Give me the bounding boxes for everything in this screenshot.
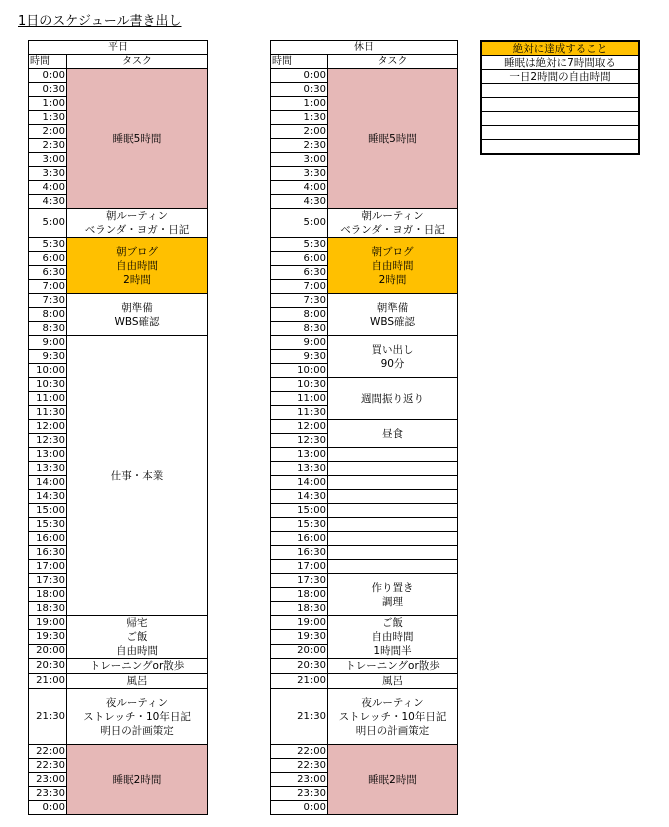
schedule-row	[271, 490, 458, 504]
task-cell	[328, 420, 458, 448]
time-cell: 6:00	[29, 252, 67, 266]
time-cell: 11:30	[271, 406, 328, 420]
task-line: 睡眠5時間	[112, 132, 162, 145]
schedule-row	[271, 504, 458, 518]
weekday-label-row	[29, 41, 208, 55]
schedule-row	[271, 546, 458, 560]
time-cell: 4:30	[29, 195, 67, 209]
time-cell: 19:30	[29, 630, 67, 644]
time-cell: 2:30	[29, 139, 67, 153]
task-cell	[67, 336, 208, 616]
time-cell: 6:30	[29, 266, 67, 280]
time-cell: 1:30	[29, 111, 67, 125]
task-cell	[328, 745, 458, 815]
task-line: 風呂	[126, 675, 148, 687]
task-line: ベランダ・ヨガ・日記	[340, 224, 445, 236]
schedule-row	[29, 209, 208, 238]
time-cell: 21:00	[29, 674, 67, 689]
time-cell: 9:30	[29, 350, 67, 364]
goal-item: 睡眠は絶対に7時間取る	[481, 56, 639, 70]
time-cell: 12:30	[29, 434, 67, 448]
time-cell: 4:30	[271, 195, 328, 209]
time-cell: 14:00	[29, 476, 67, 490]
schedule-row	[29, 674, 208, 689]
time-cell: 13:00	[271, 448, 328, 462]
task-line: WBS確認	[369, 315, 416, 328]
time-cell: 7:00	[29, 280, 67, 294]
weekday-header-row	[29, 55, 208, 69]
task-line: 昼食	[382, 427, 403, 440]
task-line: 2時間	[123, 273, 151, 286]
task-line: 朝ブログ	[116, 245, 158, 258]
task-column-header: タスク	[328, 55, 458, 69]
time-cell: 18:00	[271, 588, 328, 602]
time-cell: 20:30	[29, 659, 67, 674]
task-line: 睡眠2時間	[112, 773, 162, 786]
page-title: 1日のスケジュール書き出し	[18, 14, 182, 29]
task-cell	[328, 490, 458, 504]
time-cell: 5:30	[29, 238, 67, 252]
time-cell: 21:30	[29, 689, 67, 745]
time-cell: 19:00	[29, 616, 67, 630]
time-cell: 2:30	[271, 139, 328, 153]
task-cell	[328, 448, 458, 462]
time-cell: 3:30	[29, 167, 67, 181]
time-cell: 10:30	[271, 378, 328, 392]
task-cell	[328, 336, 458, 378]
schedule-row	[29, 238, 208, 252]
time-cell: 17:30	[29, 574, 67, 588]
task-cell	[328, 209, 458, 238]
holiday-schedule-table	[270, 40, 458, 815]
task-cell	[328, 546, 458, 560]
task-cell	[328, 462, 458, 476]
time-cell: 8:30	[271, 322, 328, 336]
goals-header: 絶対に達成すること	[481, 41, 639, 56]
weekday-schedule-body	[29, 41, 208, 815]
time-cell: 23:00	[271, 773, 328, 787]
task-cell	[328, 518, 458, 532]
time-cell: 14:30	[29, 490, 67, 504]
goals-table	[480, 40, 640, 155]
time-cell: 0:00	[271, 69, 328, 83]
schedule-row	[271, 689, 458, 745]
schedule-row	[271, 574, 458, 588]
task-cell	[328, 294, 458, 336]
time-cell: 19:30	[271, 630, 328, 644]
task-cell	[328, 616, 458, 659]
task-line: 自由時間	[116, 259, 158, 272]
schedule-row	[271, 476, 458, 490]
task-cell	[328, 560, 458, 574]
time-cell: 0:00	[29, 801, 67, 815]
schedule-row	[271, 69, 458, 83]
time-cell: 4:00	[29, 181, 67, 195]
time-cell: 8:00	[29, 308, 67, 322]
goal-item	[481, 126, 639, 140]
time-cell: 16:00	[271, 532, 328, 546]
task-cell	[67, 745, 208, 815]
task-line: 帰宅	[126, 617, 148, 629]
schedule-row	[271, 616, 458, 630]
time-cell: 15:00	[271, 504, 328, 518]
time-cell: 12:00	[29, 420, 67, 434]
task-line: 明日の計画策定	[100, 724, 174, 737]
time-cell: 11:30	[29, 406, 67, 420]
goal-row	[481, 126, 639, 140]
time-cell: 23:30	[29, 787, 67, 801]
schedule-row	[271, 659, 458, 674]
time-cell: 13:30	[29, 462, 67, 476]
schedule-row	[271, 518, 458, 532]
time-cell: 3:00	[271, 153, 328, 167]
task-cell	[328, 674, 458, 689]
task-line: 睡眠2時間	[368, 773, 417, 786]
time-cell: 10:00	[29, 364, 67, 378]
time-cell: 12:00	[271, 420, 328, 434]
task-line: 仕事・本業	[110, 469, 164, 482]
schedule-row	[29, 689, 208, 745]
task-line: 作り置き	[371, 581, 414, 594]
time-cell: 16:30	[271, 546, 328, 560]
task-cell	[328, 659, 458, 674]
time-cell: 22:30	[29, 759, 67, 773]
task-line: ストレッチ・10年日記	[83, 710, 191, 723]
time-cell: 13:00	[29, 448, 67, 462]
time-cell: 2:00	[271, 125, 328, 139]
schedule-row	[271, 336, 458, 350]
task-cell	[328, 504, 458, 518]
task-line: 2時間	[378, 273, 407, 286]
time-cell: 5:00	[271, 209, 328, 238]
time-cell: 7:30	[29, 294, 67, 308]
time-cell: 4:00	[271, 181, 328, 195]
goal-item	[481, 140, 639, 155]
task-cell	[328, 476, 458, 490]
time-cell: 6:00	[271, 252, 328, 266]
schedule-row	[271, 420, 458, 434]
time-cell: 20:00	[271, 644, 328, 658]
time-cell: 20:00	[29, 644, 67, 658]
goal-row	[481, 56, 639, 70]
task-cell	[328, 574, 458, 616]
time-cell: 9:00	[29, 336, 67, 350]
task-line: 朝ルーティン	[105, 210, 169, 222]
task-line: トレーニングor散歩	[345, 660, 440, 672]
time-cell: 3:00	[29, 153, 67, 167]
weekday-label: 平日	[29, 41, 208, 55]
schedule-row	[29, 659, 208, 674]
time-cell: 7:30	[271, 294, 328, 308]
time-cell: 9:00	[271, 336, 328, 350]
time-cell: 22:00	[29, 745, 67, 759]
goal-item	[481, 98, 639, 112]
task-line: 夜ルーティン	[361, 696, 424, 709]
schedule-row	[271, 674, 458, 689]
goal-item: 一日2時間の自由時間	[481, 70, 639, 84]
time-cell: 17:30	[271, 574, 328, 588]
time-cell: 18:00	[29, 588, 67, 602]
holiday-header-row	[271, 55, 458, 69]
schedule-row	[29, 745, 208, 759]
time-cell: 5:00	[29, 209, 67, 238]
schedule-row	[271, 560, 458, 574]
goals-body	[481, 41, 639, 154]
task-line: トレーニングor散歩	[89, 660, 185, 672]
time-cell: 22:30	[271, 759, 328, 773]
time-cell: 1:30	[271, 111, 328, 125]
goal-item	[481, 84, 639, 98]
schedule-row	[271, 462, 458, 476]
goal-item	[481, 112, 639, 126]
task-cell	[67, 238, 208, 294]
task-cell	[67, 674, 208, 689]
goal-row	[481, 70, 639, 84]
time-cell: 0:00	[271, 801, 328, 815]
schedule-row	[271, 238, 458, 252]
task-line: 睡眠5時間	[368, 132, 417, 145]
holiday-schedule-body	[271, 41, 458, 815]
time-cell: 23:00	[29, 773, 67, 787]
time-cell: 8:30	[29, 322, 67, 336]
schedule-row	[271, 745, 458, 759]
task-line: 風呂	[382, 675, 403, 687]
time-cell: 11:00	[271, 392, 328, 406]
task-line: 自由時間	[371, 631, 414, 643]
task-line: 朝ブログ	[371, 245, 414, 258]
goal-row	[481, 140, 639, 155]
task-cell	[67, 616, 208, 659]
time-cell: 1:00	[271, 97, 328, 111]
task-line: 朝ルーティン	[361, 210, 424, 222]
goals-header-row	[481, 41, 639, 56]
time-cell: 16:00	[29, 532, 67, 546]
task-line: 週間振り返り	[361, 392, 424, 405]
task-cell	[67, 689, 208, 745]
task-cell	[67, 294, 208, 336]
task-cell	[328, 532, 458, 546]
schedule-row	[29, 294, 208, 308]
task-line: ストレッチ・10年日記	[338, 710, 447, 723]
time-cell: 21:00	[271, 674, 328, 689]
schedule-row	[271, 294, 458, 308]
time-cell: 3:30	[271, 167, 328, 181]
time-cell: 7:00	[271, 280, 328, 294]
time-cell: 17:00	[29, 560, 67, 574]
task-line: 朝準備	[376, 301, 409, 314]
task-line: 買い出し	[371, 343, 414, 356]
task-cell	[328, 69, 458, 209]
time-cell: 18:30	[271, 602, 328, 616]
goal-row	[481, 112, 639, 126]
time-cell: 19:00	[271, 616, 328, 630]
schedule-row	[271, 209, 458, 238]
time-cell: 0:00	[29, 69, 67, 83]
weekday-schedule-table	[28, 40, 208, 815]
time-cell: 11:00	[29, 392, 67, 406]
schedule-row	[29, 69, 208, 83]
schedule-row	[29, 616, 208, 630]
task-line: 調理	[382, 595, 403, 608]
time-cell: 22:00	[271, 745, 328, 759]
time-cell: 1:00	[29, 97, 67, 111]
time-cell: 16:30	[29, 546, 67, 560]
task-line: 自由時間	[116, 645, 158, 657]
time-column-header: 時間	[271, 55, 328, 69]
task-line: 90分	[380, 357, 405, 370]
task-cell	[67, 69, 208, 209]
time-cell: 5:30	[271, 238, 328, 252]
schedule-row	[29, 336, 208, 350]
task-line: 夜ルーティン	[105, 696, 169, 709]
schedule-row	[271, 532, 458, 546]
time-cell: 20:30	[271, 659, 328, 674]
holiday-label-row	[271, 41, 458, 55]
task-line: ベランダ・ヨガ・日記	[84, 224, 190, 236]
time-cell: 15:00	[29, 504, 67, 518]
time-cell: 0:30	[29, 83, 67, 97]
task-cell	[67, 209, 208, 238]
time-column-header: 時間	[29, 55, 67, 69]
task-line: WBS確認	[114, 315, 160, 328]
task-line: 1時間半	[373, 645, 412, 657]
time-cell: 2:00	[29, 125, 67, 139]
task-line: 明日の計画策定	[355, 724, 430, 737]
schedule-row	[271, 378, 458, 392]
time-cell: 9:30	[271, 350, 328, 364]
time-cell: 10:30	[29, 378, 67, 392]
task-cell	[67, 659, 208, 674]
time-cell: 6:30	[271, 266, 328, 280]
goal-row	[481, 98, 639, 112]
task-cell	[328, 689, 458, 745]
time-cell: 18:30	[29, 602, 67, 616]
time-cell: 12:30	[271, 434, 328, 448]
time-cell: 21:30	[271, 689, 328, 745]
task-cell	[328, 378, 458, 420]
task-column-header: タスク	[67, 55, 208, 69]
time-cell: 14:30	[271, 490, 328, 504]
time-cell: 8:00	[271, 308, 328, 322]
time-cell: 15:30	[29, 518, 67, 532]
schedule-row	[271, 448, 458, 462]
task-line: ご飯	[126, 631, 148, 643]
time-cell: 23:30	[271, 787, 328, 801]
time-cell: 15:30	[271, 518, 328, 532]
goal-row	[481, 84, 639, 98]
time-cell: 13:30	[271, 462, 328, 476]
task-line: 自由時間	[371, 259, 414, 272]
time-cell: 14:00	[271, 476, 328, 490]
task-cell	[328, 238, 458, 294]
time-cell: 10:00	[271, 364, 328, 378]
holiday-label: 休日	[271, 41, 458, 55]
time-cell: 17:00	[271, 560, 328, 574]
task-line: 朝準備	[121, 301, 153, 314]
time-cell: 0:30	[271, 83, 328, 97]
task-line: ご飯	[382, 617, 403, 629]
